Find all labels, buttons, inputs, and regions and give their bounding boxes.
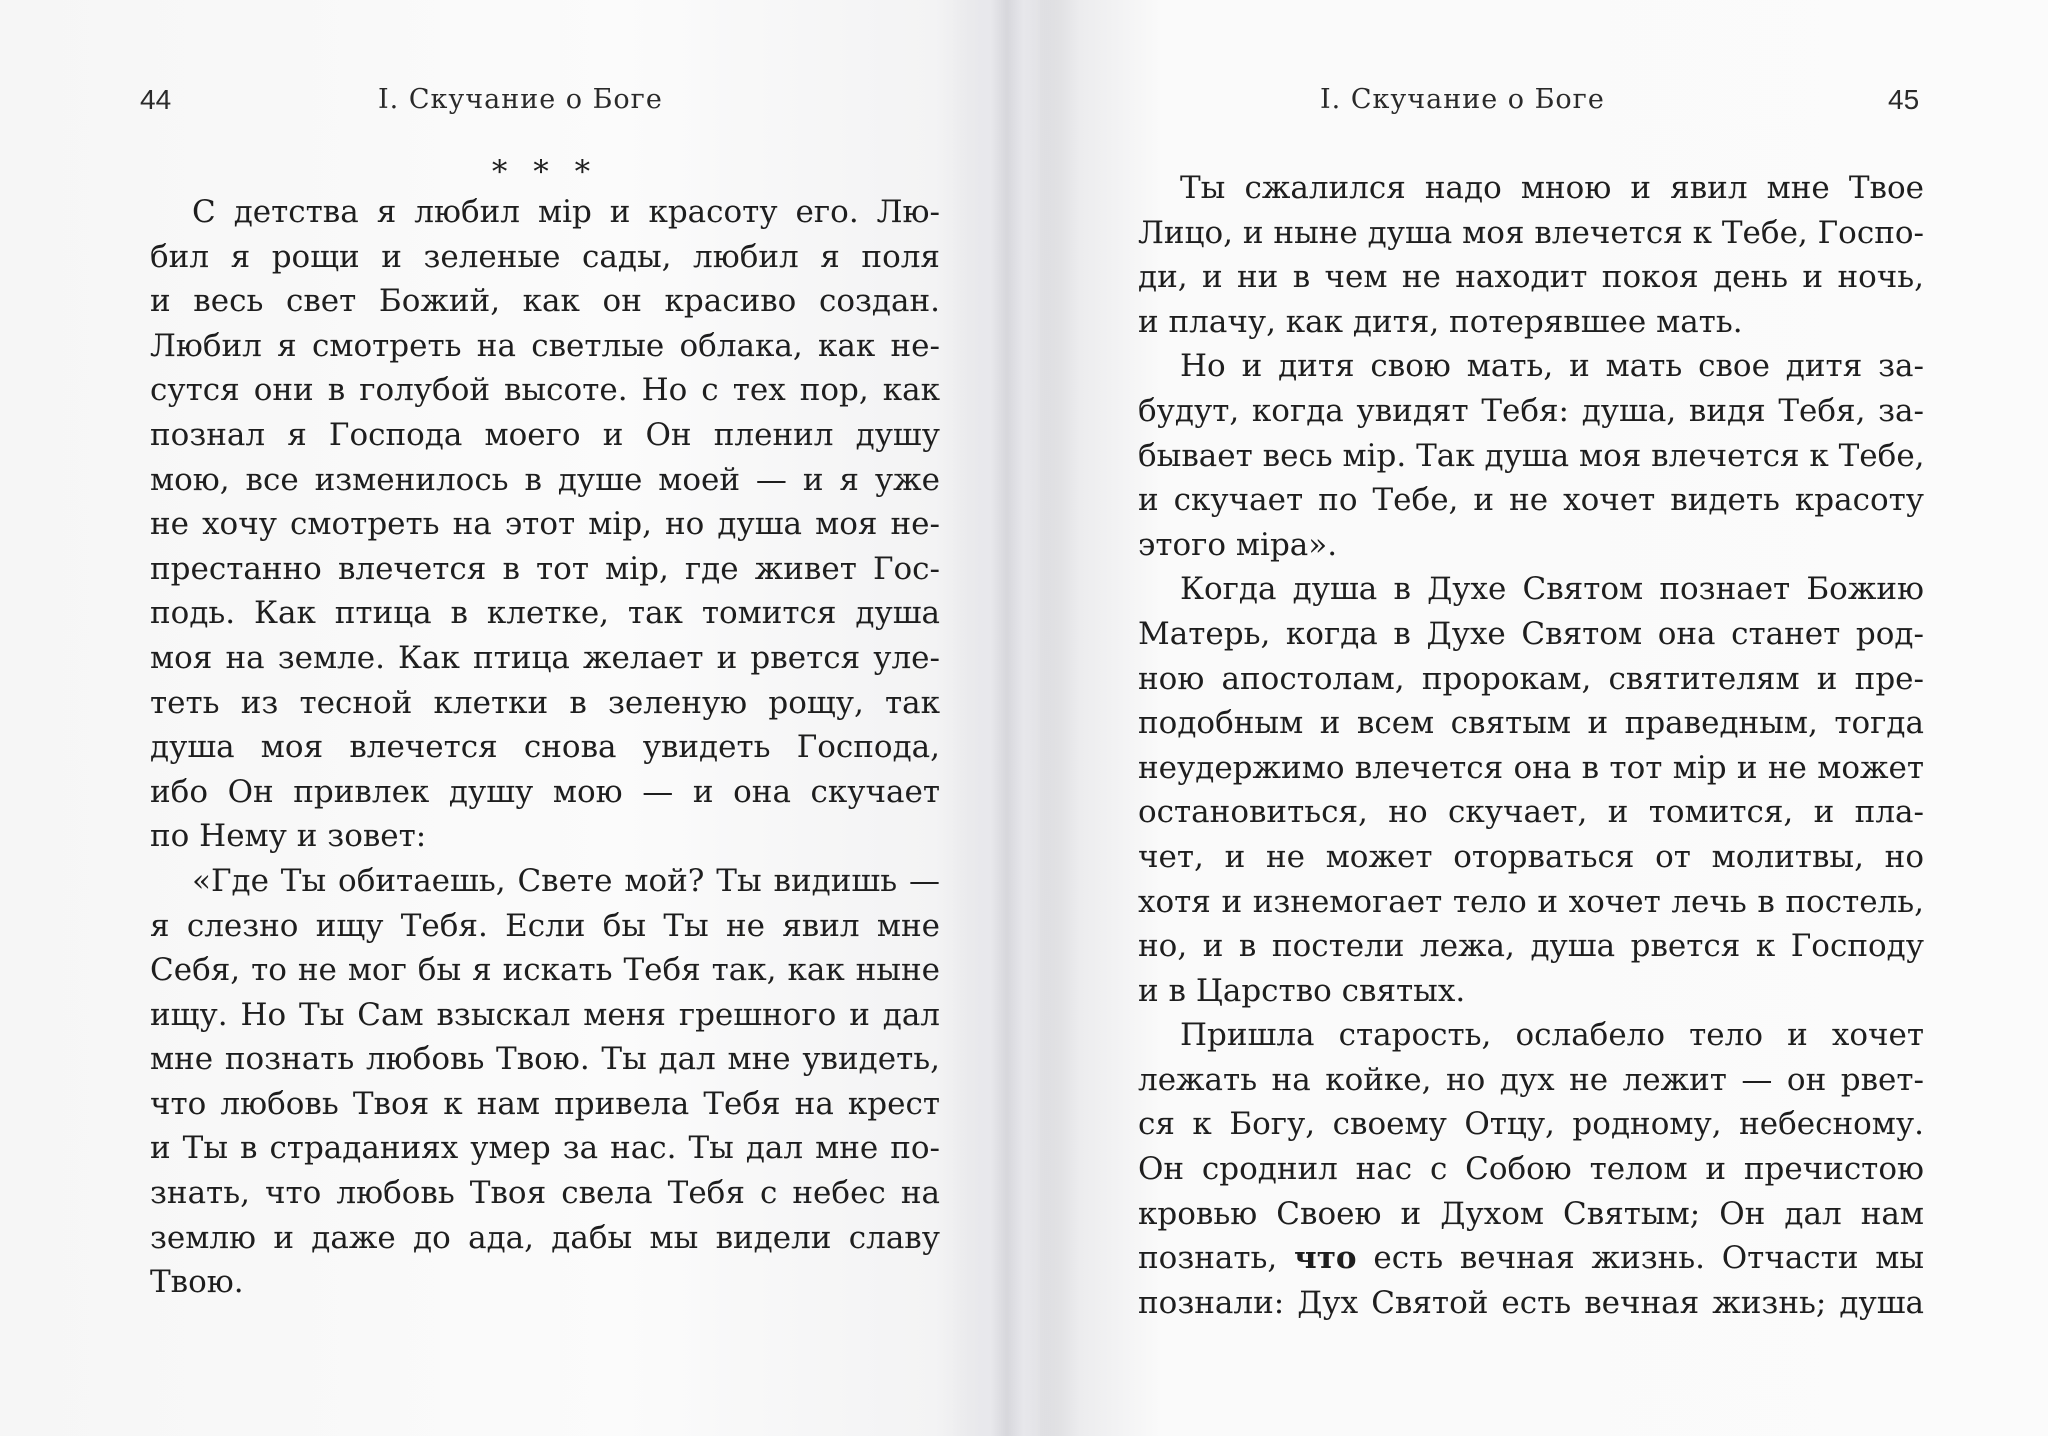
- text-line: Себя, то не мог бы я искать Тебя так, как ныне: [150, 952, 940, 989]
- text-line: Твою.: [150, 1264, 244, 1301]
- text-line: познали: Дух Святой есть вечная жизнь; душа: [1138, 1284, 1924, 1321]
- running-head: I. Скучание о Боге: [378, 84, 663, 115]
- right-body-text: [1138, 162, 1924, 1325]
- text-line: познал я Господа моего и Он пленил душу: [150, 416, 940, 453]
- text-line: мне познать любовь Твою. Ты дал мне увидеть,: [150, 1041, 940, 1078]
- text-line: Пришла старость, ослабело тело и хочет: [1180, 1017, 1924, 1054]
- text-line: и Ты в страданиях умер за нас. Ты дал мне по-: [150, 1130, 940, 1167]
- text-line: и в Царство святых.: [1138, 972, 1466, 1009]
- text-line: будут, когда увидят Тебя: душа, видя Тебя, за-: [1138, 392, 1924, 429]
- text-line: подобным и всем святым и праведным, тогда: [1138, 705, 1924, 742]
- text-line: я слезно ищу Тебя. Если бы Ты не явил мне: [150, 907, 940, 944]
- text-line: престанно влечется в тот мiр, где живет Гос-: [150, 550, 940, 587]
- text-line: Ты сжалился надо мною и явил мне Твое: [1180, 170, 1924, 206]
- book-gutter: [952, 0, 1062, 1436]
- text-line: душа моя влечется снова увидеть Господа,: [150, 729, 940, 766]
- text-line: теть из тесной клетки в зеленую рощу, так: [150, 684, 940, 721]
- text-line: неудержимо влечется она в тот мiр и не может: [1138, 749, 1924, 786]
- text-line: бил я рощи и зеленые сады, любил я поля: [150, 238, 940, 275]
- text-line: знать, что любовь Твоя свела Тебя с небес на: [150, 1175, 940, 1212]
- text-line: Лицо, и ныне душа моя влечется к Тебе, Госпо-: [1138, 214, 1924, 251]
- section-ornament: * * *: [491, 154, 599, 190]
- text-line: ибо Он привлек душу мою — и она скучает: [150, 773, 940, 810]
- text-line: что любовь Твоя к нам привела Тебя на крест: [150, 1085, 940, 1122]
- text-line: землю и даже до ада, дабы мы видели славу: [150, 1219, 940, 1256]
- text-line: С детства я любил мiр и красоту его. Лю-: [192, 194, 940, 230]
- text-line: Любил я смотреть на светлые облака, как не-: [150, 327, 940, 364]
- text-line: моя на земле. Как птица желает и рвется уле-: [150, 639, 940, 676]
- text-line: не хочу смотреть на этот мiр, но душа моя не-: [150, 506, 940, 543]
- text-fragment: познать,: [1138, 1240, 1278, 1277]
- text-line: по Нему и зовет:: [150, 818, 427, 855]
- right-page: [1040, 0, 2048, 1436]
- text-line: лежать на койке, но дух не лежит — он рвет-: [1138, 1061, 1924, 1098]
- page-number: 44: [140, 84, 172, 115]
- emphasized-word: что: [1294, 1240, 1357, 1277]
- text-line: мою, все изменилось в душе моей — и я уже: [150, 461, 940, 498]
- text-line: подь. Как птица в клетке, так томится душа: [150, 595, 940, 632]
- text-line: ся к Богу, своему Отцу, родному, небесному.: [1138, 1106, 1924, 1143]
- text-line: Он сроднил нас с Собою телом и пречистою: [1138, 1151, 1924, 1188]
- page-number: 45: [1888, 84, 1920, 115]
- text-line: ди, и ни в чем не находит покоя день и ночь,: [1138, 259, 1924, 296]
- text-line: и скучает по Тебе, и не хочет видеть красоту: [1138, 482, 1924, 519]
- left-body-text: [150, 154, 940, 1305]
- text-line: Матерь, когда в Духе Святом она станет род-: [1138, 615, 1924, 652]
- text-line: но, и в постели лежа, душа рвется к Господу: [1138, 928, 1924, 965]
- text-line-with-emphasis: [1138, 1236, 1924, 1281]
- text-fragment: есть вечная жизнь. Отчасти мы: [1373, 1240, 1925, 1277]
- text-line: сутся они в голубой высоте. Но с тех пор, как: [150, 372, 940, 409]
- text-line: этого мiра».: [1138, 526, 1338, 563]
- text-line: кровью Своею и Духом Святым; Он дал нам: [1138, 1195, 1924, 1232]
- text-line: Когда душа в Духе Святом познает Божию: [1180, 571, 1924, 608]
- text-line: чет, и не может оторваться от молитвы, но: [1138, 838, 1924, 875]
- text-line: ищу. Но Ты Сам взыскал меня грешного и дал: [150, 996, 940, 1033]
- text-line: Но и дитя свою мать, и мать свое дитя за-: [1180, 348, 1924, 385]
- text-line: и плачу, как дитя, потерявшее мать.: [1138, 303, 1743, 340]
- text-line: бывает весь мiр. Так душа моя влечется к Тебе,: [1138, 437, 1925, 474]
- text-line: хотя и изнемогает тело и хочет лечь в постель,: [1138, 883, 1924, 920]
- text-line: ною апостолам, пророкам, святителям и пре-: [1138, 660, 1924, 697]
- text-line: «Где Ты обитаешь, Свете мой? Ты видишь —: [192, 862, 940, 899]
- text-line: остановиться, но скучает, и томится, и пла-: [1138, 794, 1924, 831]
- running-head: I. Скучание о Боге: [1320, 84, 1605, 115]
- text-line: и весь свет Божий, как он красиво создан.: [150, 283, 940, 320]
